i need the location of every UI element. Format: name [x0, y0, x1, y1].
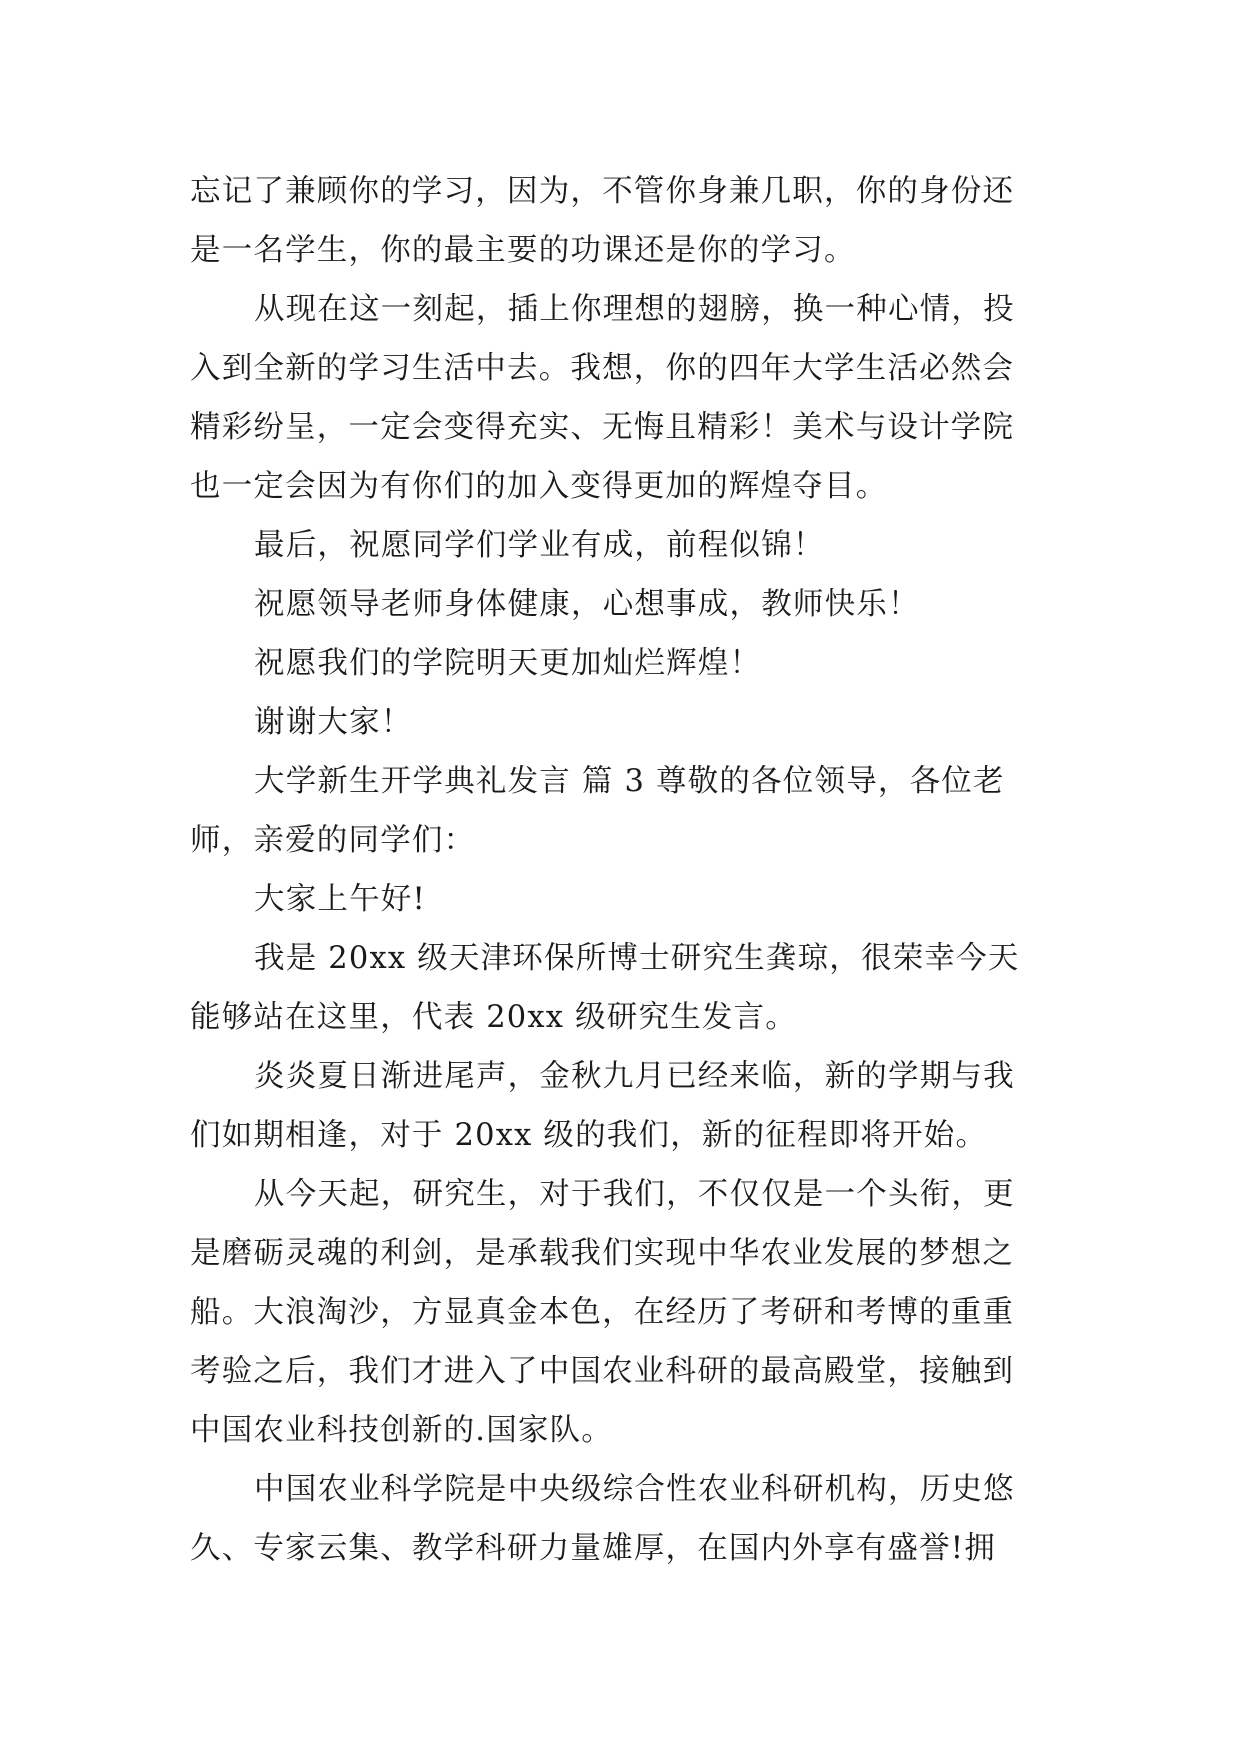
text-line: 从现在这一刻起，插上你理想的翅膀，换一种心情，投 [254, 292, 1015, 327]
text-line: 考验之后，我们才进入了中国农业科研的最高殿堂，接触到 [190, 1354, 1015, 1389]
text-line: 从今天起，研究生，对于我们，不仅仅是一个头衔，更 [254, 1177, 1015, 1212]
text-line: 祝愿我们的学院明天更加灿烂辉煌！ [254, 646, 762, 681]
text-line: 久、专家云集、教学科研力量雄厚，在国内外享有盛誉!拥 [190, 1531, 996, 1566]
text-line: 船。大浪淘沙，方显真金本色，在经历了考研和考博的重重 [190, 1295, 1015, 1330]
text-line: 大家上午好! [254, 882, 426, 917]
text-line: 中国农业科技创新的.国家队。 [190, 1413, 613, 1448]
body-text [190, 162, 1060, 1578]
text-line: 我是 20xx 级天津环保所博士研究生龚琼，很荣幸今天 [254, 941, 1020, 976]
text-line: 中国农业科学院是中央级综合性农业科研机构，历史悠 [254, 1472, 1015, 1507]
text-line: 谢谢大家！ [254, 705, 413, 740]
text-line: 最后，祝愿同学们学业有成，前程似锦！ [254, 528, 825, 563]
text-line: 是磨砺灵魂的利剑，是承载我们实现中华农业发展的梦想之 [190, 1236, 1015, 1271]
text-line: 们如期相逢，对于 20xx 级的我们，新的征程即将开始。 [190, 1118, 988, 1153]
text-line: 炎炎夏日渐进尾声，金秋九月已经来临，新的学期与我 [254, 1059, 1015, 1094]
text-line: 也一定会因为有你们的加入变得更加的辉煌夺目。 [190, 469, 888, 504]
text-line: 是一名学生，你的最主要的功课还是你的学习。 [190, 233, 856, 268]
text-line: 能够站在这里，代表 20xx 级研究生发言。 [190, 1000, 798, 1035]
text-line: 大学新生开学典礼发言 篇 3 尊敬的各位领导，各位老 [254, 764, 1005, 799]
text-line: 忘记了兼顾你的学习，因为，不管你身兼几职，你的身份还 [190, 174, 1015, 209]
text-line: 精彩纷呈，一定会变得充实、无悔且精彩！美术与设计学院 [190, 410, 1015, 445]
text-line: 师，亲爱的同学们： [190, 823, 476, 858]
text-line: 入到全新的学习生活中去。我想，你的四年大学生活必然会 [190, 351, 1015, 386]
text-line: 祝愿领导老师身体健康，心想事成，教师快乐！ [254, 587, 920, 622]
